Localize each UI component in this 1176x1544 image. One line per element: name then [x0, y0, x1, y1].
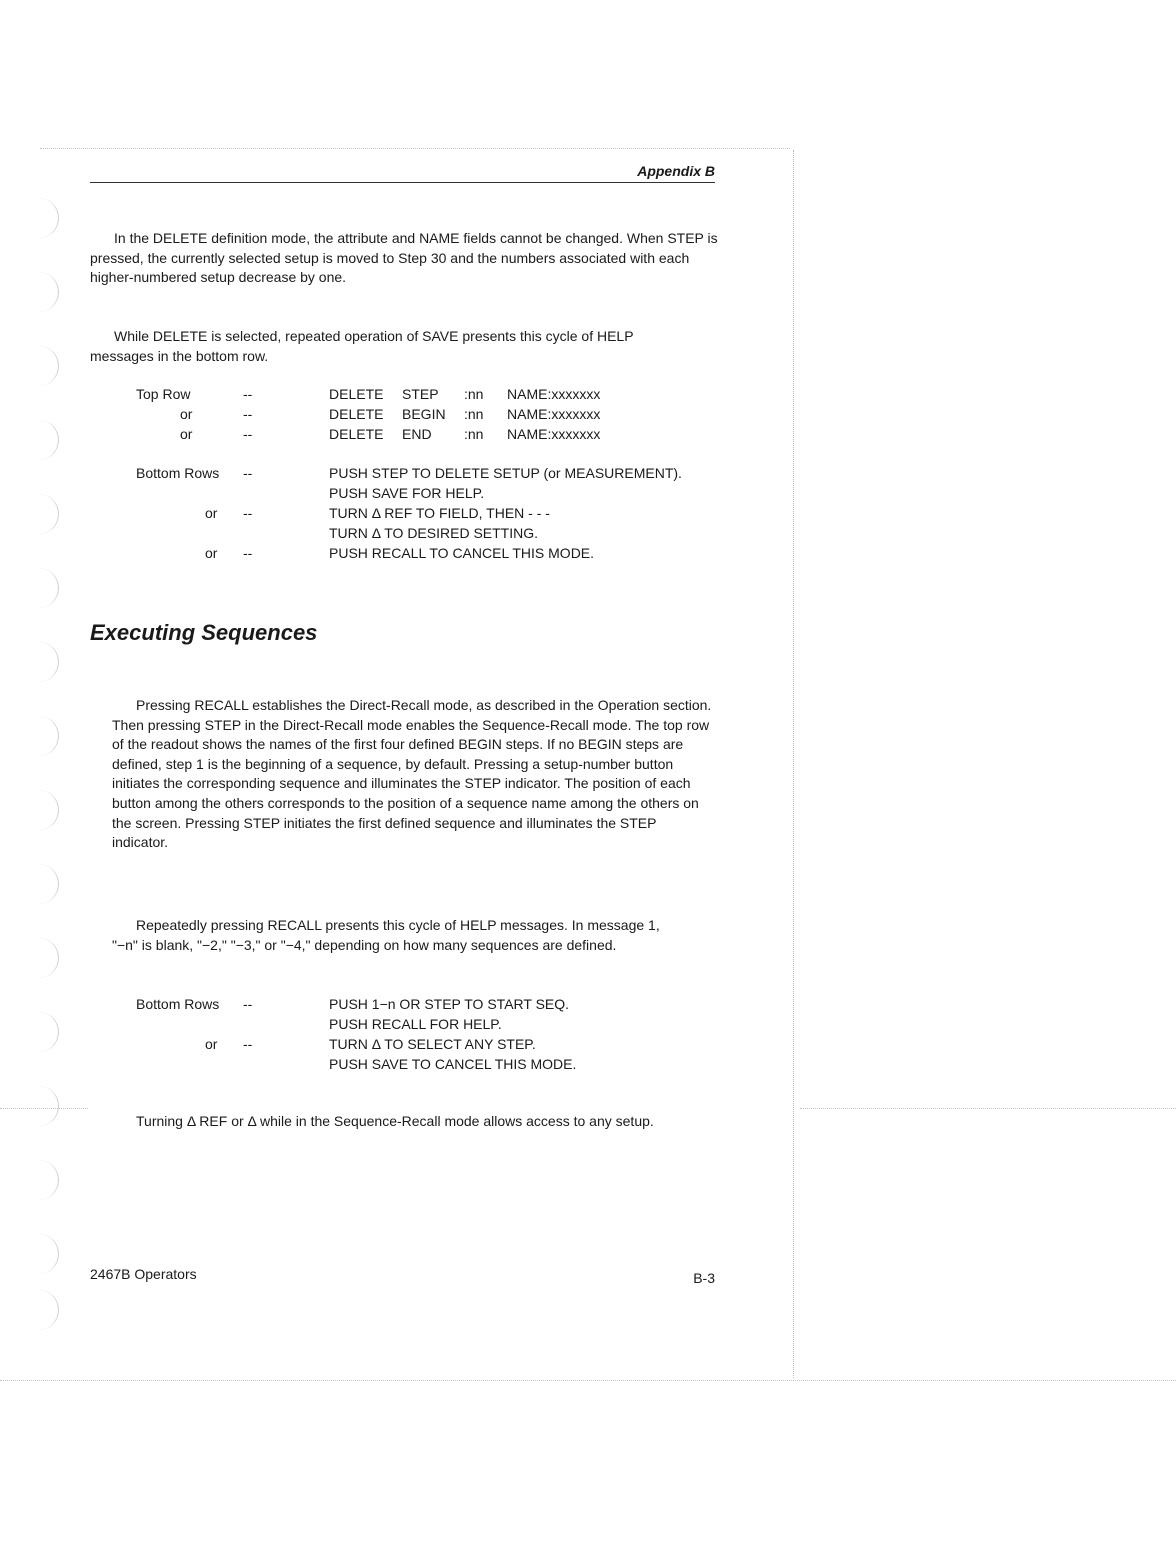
row-label: or [180, 406, 193, 422]
row-dash: -- [243, 426, 253, 442]
scan-line [800, 1108, 1176, 1109]
help-message: PUSH STEP TO DELETE SETUP (or MEASUREMENT). [329, 465, 682, 481]
row-label: or [205, 1036, 218, 1052]
binder-hole [36, 1086, 59, 1126]
row-label: or [205, 545, 218, 561]
paragraph: While DELETE is selected, repeated operation of SAVE presents this cycle of HELP messages in the bottom row. [90, 328, 634, 364]
header-rule [90, 182, 715, 183]
paragraph: In the DELETE definition mode, the attribute and NAME fields cannot be changed. When STEP is pressed, the currently selected setup is moved to Step 30 and the numbers associated with each higher-numbered setup decrease by one. [90, 230, 718, 286]
row-dash: -- [243, 406, 253, 422]
binder-hole [36, 642, 59, 682]
binder-hole [36, 568, 59, 608]
paragraph: Repeatedly pressing RECALL presents this cycle of HELP messages. In message 1, "−n" is blank, "−2," "−3," or "−4," depending on how many sequences are defined. [112, 917, 660, 953]
paragraph: Turning Δ REF or Δ while in the Sequence-Recall mode allows access to any setup. [136, 1113, 654, 1129]
paragraph: Pressing RECALL establishes the Direct-Recall mode, as described in the Operation section. Then pressing STEP in the Direct-Recall mode enables the Sequence-Recall mode. The top row of the readout shows the names of the first four defined BEGIN steps. If no BEGIN steps are defined, step 1 is the beginning of a sequence, by default. Pressing a setup-number button initiates the corresponding sequence and illuminates the STEP indicator. The position of each button among the others corresponds to the position of a sequence name among the others on the screen. Pressing STEP initiates the first defined sequence and illuminates the STEP indicator. [112, 697, 712, 851]
help-message: TURN Δ REF TO FIELD, THEN - - - [329, 505, 550, 521]
binder-hole [36, 864, 59, 904]
help-message: TURN Δ TO SELECT ANY STEP. [329, 1036, 536, 1052]
readout-kind: STEP [402, 386, 439, 402]
binder-hole [36, 346, 59, 386]
binder-hole [36, 494, 59, 534]
readout-number: :nn [464, 406, 484, 422]
row-dash: -- [243, 545, 253, 561]
readout-name: NAME:xxxxxxx [507, 386, 601, 402]
readout-command: DELETE [329, 406, 384, 422]
row-dash: -- [243, 1036, 253, 1052]
readout-kind: BEGIN [402, 406, 446, 422]
section-heading: Executing Sequences [90, 620, 318, 645]
footer-manual-title: 2467B Operators [90, 1266, 197, 1282]
help-message: PUSH 1−n OR STEP TO START SEQ. [329, 996, 570, 1012]
readout-command: DELETE [329, 426, 384, 442]
binder-hole [36, 272, 59, 312]
row-dash: -- [243, 465, 253, 481]
row-label: or [205, 505, 218, 521]
help-message: PUSH SAVE FOR HELP. [329, 485, 485, 501]
scan-line [40, 148, 790, 149]
help-message: TURN Δ TO DESIRED SETTING. [329, 525, 539, 541]
binder-hole [36, 716, 59, 756]
row-label: Bottom Rows [136, 996, 220, 1012]
readout-number: :nn [464, 386, 484, 402]
binder-hole [36, 1160, 59, 1200]
binder-hole [36, 790, 59, 830]
binder-hole [36, 420, 59, 460]
row-dash: -- [243, 386, 253, 402]
help-message: PUSH RECALL TO CANCEL THIS MODE. [329, 545, 595, 561]
page-edge [793, 150, 794, 1378]
readout-number: :nn [464, 426, 484, 442]
help-message: PUSH SAVE TO CANCEL THIS MODE. [329, 1056, 577, 1072]
row-dash: -- [243, 996, 253, 1012]
page-number: B-3 [693, 1270, 715, 1286]
binder-hole [36, 938, 59, 978]
readout-command: DELETE [329, 386, 384, 402]
help-message: PUSH RECALL FOR HELP. [329, 1016, 502, 1032]
row-label: Top Row [136, 386, 191, 402]
row-label: or [180, 426, 193, 442]
readout-kind: END [402, 426, 432, 442]
row-label: Bottom Rows [136, 465, 220, 481]
binder-hole [36, 1290, 59, 1330]
scan-line [0, 1380, 1176, 1381]
binder-hole [36, 198, 59, 238]
readout-name: NAME:xxxxxxx [507, 426, 601, 442]
running-header: Appendix B [637, 163, 715, 179]
readout-name: NAME:xxxxxxx [507, 406, 601, 422]
binder-hole [36, 1234, 59, 1274]
binder-hole [36, 1012, 59, 1052]
row-dash: -- [243, 505, 253, 521]
